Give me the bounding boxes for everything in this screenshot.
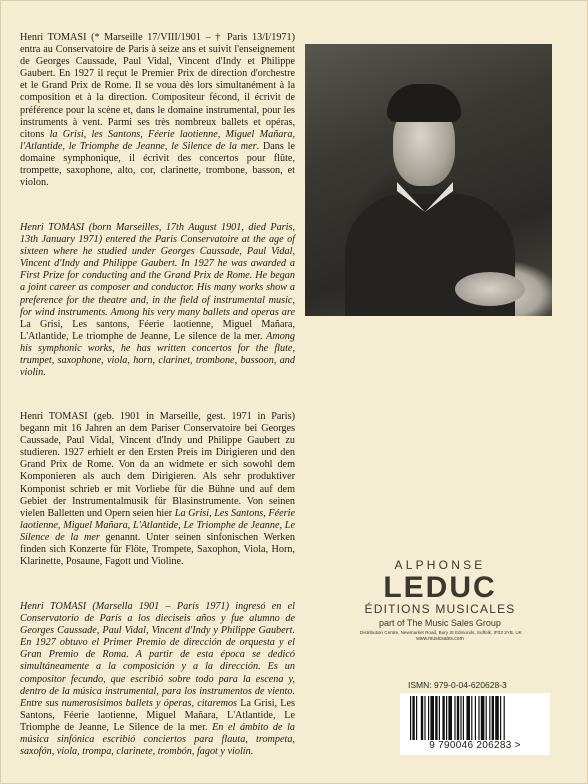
biography-french (20, 32, 295, 189)
barcode-bar (460, 696, 461, 740)
barcode-bar (439, 696, 440, 740)
bio-es-text: Henri TOMASI (Marsella 1901 – París 1971) ingresó en el Conservatorio de París a los dieciseis años y fue alumno de Georges Caussade, Paul Vidal, Vincent d'Indy y Philippe Gaubert. En 1927 obtuvo el Primer Premio de dirección de orquesta y el Gran Premio de Roma. A partir de esta época se dedicó simultáneamente a la composición y a la dirección. Es un compositor fecundo, que escribió sobre todo para la escena y, dentro de la música instrumental, para los instrumentos de viento. Entre sus numerosísimos ballets y óperas, citaremos (20, 601, 295, 709)
barcode-bar (442, 696, 444, 740)
barcode-bar (457, 696, 459, 740)
barcode-bar (481, 696, 485, 740)
bio-fr-works: la Grisi, les Santons, Féerie laotienne, Miguel Mañara, l'Atlantide, le Triomphe de Jeanne, le Silence de la mer (20, 128, 295, 152)
logo-group: part of The Music Sales Group (379, 618, 501, 628)
barcode-bar (448, 696, 452, 740)
portrait-hand (455, 272, 525, 306)
logo-address: Distribution Centre, Newmarket Road, Bury St Edmunds, Suffolk, IP33 3YB, UK (360, 630, 522, 635)
bio-en-text: Henri TOMASI (born Marseilles, 17th August 1901, died Paris, 13th January 1971) entered the Paris Conservatoire at the age of sixteen where he studied under Georges Caussade, Paul Vidal, Vincent d'Indy and Philippe Gaubert. In 1927 he was awarded a First Prize for conducting and the Grand Prix de Rome. He began a joint career as composer and conductor. His many works show a preference for the theatre and, in the field of instrumental music, for wind instruments. Among his very many ballets and operas are (20, 222, 295, 318)
publisher-logo (360, 558, 520, 643)
barcode-bar (500, 696, 501, 740)
barcode-bar (446, 696, 447, 740)
barcode-bar (416, 696, 417, 740)
barcode-bar (478, 696, 479, 740)
bio-de-works: La Grisi, Les Santons, Féerie laotienne, Miguel Mañara, L'Atlantide, Le Triomphe de Jeanne, Le Silence de la mer (20, 507, 295, 543)
barcode-bar (463, 696, 464, 740)
logo-leduc: LEDUC (383, 571, 497, 604)
barcode (400, 693, 550, 755)
barcode-bar (428, 696, 429, 740)
logo-website: www.musicsales.com (416, 636, 464, 642)
composer-portrait-photo (305, 44, 552, 316)
bio-en-works: La Grisi, Les santons, Féerie laotienne, Miguel Mañara, L'Atlantide, Le triomphe de Jeanne, Le silence de la mer. (20, 318, 295, 342)
ismn-number: ISMN: 979-0-04-620628-3 (408, 680, 507, 690)
bio-es-works: La Grisi, Les Santons, Féerie laotienne, Miguel Mañara, L'Atlantide, Le Triomphe de Jeanne, Le Silence de la mer. (20, 697, 295, 733)
bio-de-end: genannt. Unter seinen sinfonischen Werken finden sich Konzerte für Flöte, Trompete, Saxophon, Viola, Horn, Klarinette, Posaune, Fagott und Violine. (20, 531, 296, 568)
barcode-bar (475, 696, 476, 740)
bio-de-text: Henri TOMASI (geb. 1901 in Marseille, gest. 1971 in Paris) begann mit 16 Jahren an dem Pariser Conservatoire bei Georges Caussade, Paul Vidal, Vincent d'Indy und Philippe Gaubert zu studieren. 1927 erhielt er den Ersten Preis im Dirigieren und den Grand Prix de Rome. Von da an widmete er sich sowohl dem Komponieren als auch dem Dirigieren. Als sehr produktiver Komponist schrieb er mit Vorliebe für die Bühne und auf dem Gebiet der Instrumentalmusik für Blasinstrumente. Von seinen vielen Balletten und Opern seien hier (20, 411, 295, 519)
logo-editions: ÉDITIONS MUSICALES (364, 602, 516, 616)
bio-fr-text: Henri TOMASI (* Marseille 17/VIII/1901 – † Paris 13/I/1971) entra au Conservatoire de Paris à seize ans et suivit l'enseignement de Georges Caussade, Paul Vidal, Vincent d'Indy et Philippe Gaubert. En 1927 il reçut le Premier Prix de direction d'orchestre et le Grand Prix de Rome. Il se voua dès lors simultanément à la composition et à la direction. Compositeur fécond, il écrivit de préférence pour la scène et, dans le domaine instrumental, pour les instruments à vent. Parmi ses très nombreux ballets et opéras, citons (20, 32, 295, 140)
barcode-digits: 9 790046 206283 > (429, 740, 521, 751)
bio-fr-end: . Dans le domaine symphonique, il écrivit des concertos pour flûte, trompette, saxophone, alto, cor, clarinette, trombone, basson, et violon. (20, 140, 295, 189)
barcode-bars (410, 696, 540, 740)
biography-german (20, 411, 295, 568)
barcode-bar (489, 696, 490, 740)
barcode-bar (421, 696, 423, 740)
barcode-bar (454, 696, 455, 740)
barcode-bar (495, 696, 499, 740)
barcode-bar (466, 696, 470, 740)
bio-es-end: En el ámbito de la música sinfónica escribió conciertos para flauta, trompeta, saxofón, viola, trompa, clarinete, trombón, fagot y violín. (20, 721, 295, 758)
biography-spanish (20, 601, 295, 758)
barcode-bar (410, 696, 411, 740)
barcode-bar (430, 696, 434, 740)
barcode-bar (424, 696, 425, 740)
barcode-bar (486, 696, 487, 740)
logo-alphonse: ALPHONSE (394, 558, 486, 572)
barcode-bar (504, 696, 505, 740)
portrait-hair (387, 84, 461, 122)
bio-en-end: Among his symphonic works, he has written concertos for the flute, trumpet, saxophone, viola, horn, clarinet, trombone, bassoon, and violin. (20, 330, 295, 379)
barcode-bar (471, 696, 472, 740)
barcode-bar (435, 696, 437, 740)
biography-english (20, 222, 295, 379)
barcode-bar (412, 696, 414, 740)
barcode-bar (492, 696, 494, 740)
